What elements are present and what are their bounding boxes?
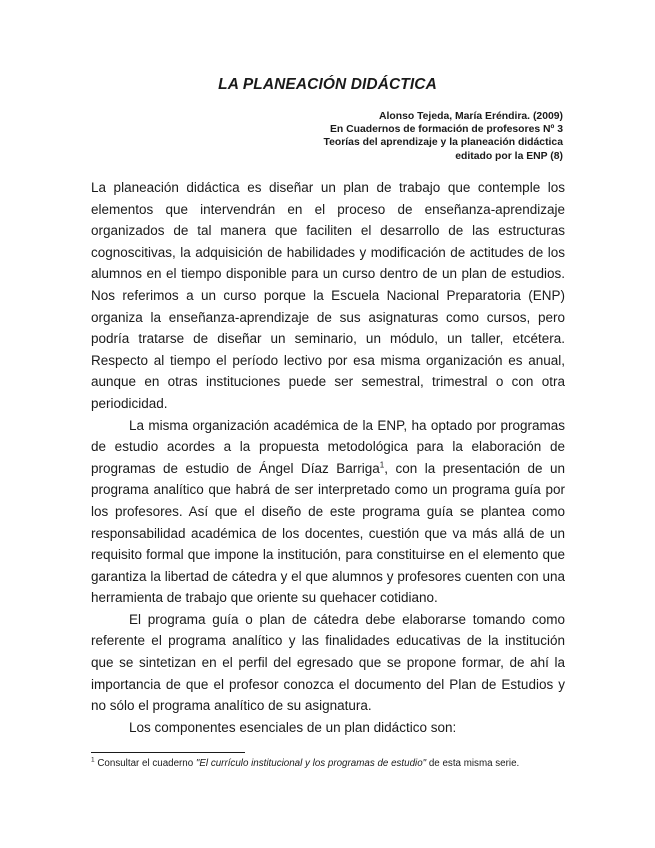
citation-series: En Cuadernos de formación de profesores Nº 3 xyxy=(329,124,563,136)
paragraph-2 xyxy=(91,415,565,609)
footnote xyxy=(91,757,571,770)
footnote-text-before: Consultar el cuaderno xyxy=(94,758,196,769)
paragraph-2-text-a: La misma organización académica de la ENP, ha optado por programas de estudio acordes a la propuesta metodológica para la elaboración de programas de estudio de Ángel Díaz Barriga xyxy=(91,417,565,476)
paragraph-3: El programa guía o plan de cátedra debe elaborarse tomando como referente el programa analítico y las finalidades educativas de la institución que se sintetizan en el perfil del egresado que se propone formar, de ahí la importancia de que el profesor conozca el documento del Plan de Estudios y no sólo el programa analítico de su asignatura. xyxy=(91,611,565,714)
document-title: LA PLANEACIÓN DIDÁCTICA xyxy=(218,76,437,93)
citation-volume-title: Teorías del aprendizaje y la planeación didáctica xyxy=(323,137,563,149)
paragraph-4: Los componentes esenciales de un plan didáctico son: xyxy=(129,719,457,735)
citation-author: Alonso Tejeda, María Eréndira. (2009) xyxy=(378,111,563,122)
footnote-reference[interactable]: 1 xyxy=(379,460,385,470)
paragraph-1: La planeación didáctica es diseñar un plan de trabajo que contemple los elementos que intervendrán en el proceso de enseñanza-aprendizaje organizados de tal manera que faciliten el desarrollo de las estructuras cognoscitivas, la adquisición de habilidades y modificación de actitudes de los alumnos en el tiempo disponible para un curso dentro de un plan de estudios. Nos referimos a un curso porque la Escuela Nacional Preparatoria (ENP) organiza la enseñanza-aprendizaje de sus asignaturas como cursos, pero podría tratarse de diseñar un seminario, un módulo, un taller, etcétera. Respecto al tiempo el período lectivo por esa misma organización es anual, aunque en otras instituciones puede ser semestral, trimestral o con otra periodicidad. xyxy=(91,180,565,411)
footnote-divider xyxy=(91,752,245,753)
citation-publisher: editado por la ENP (8) xyxy=(455,150,563,162)
footnote-text-after: de esta misma serie. xyxy=(426,758,520,769)
paragraph-2-text-b: , con la presentación de un programa analítico que habrá de ser interpretado como un programa guía por los profesores. Así que el diseño de este programa guía se plantea como responsabilidad académica de los docentes, cuestión que va más allá de un requisito formal que impone la institución, para constituirse en el elemento que garantiza la libertad de cátedra y el que alumnos y profesores cuenten con una herramienta de trabajo que oriente su quehacer cotidiano. xyxy=(91,460,565,606)
body-text xyxy=(91,177,565,738)
citation-block xyxy=(163,110,563,163)
footnote-number: 1 xyxy=(91,756,95,764)
footnote-quoted-title: "El currículo institucional y los programas de estudio" xyxy=(195,758,427,769)
